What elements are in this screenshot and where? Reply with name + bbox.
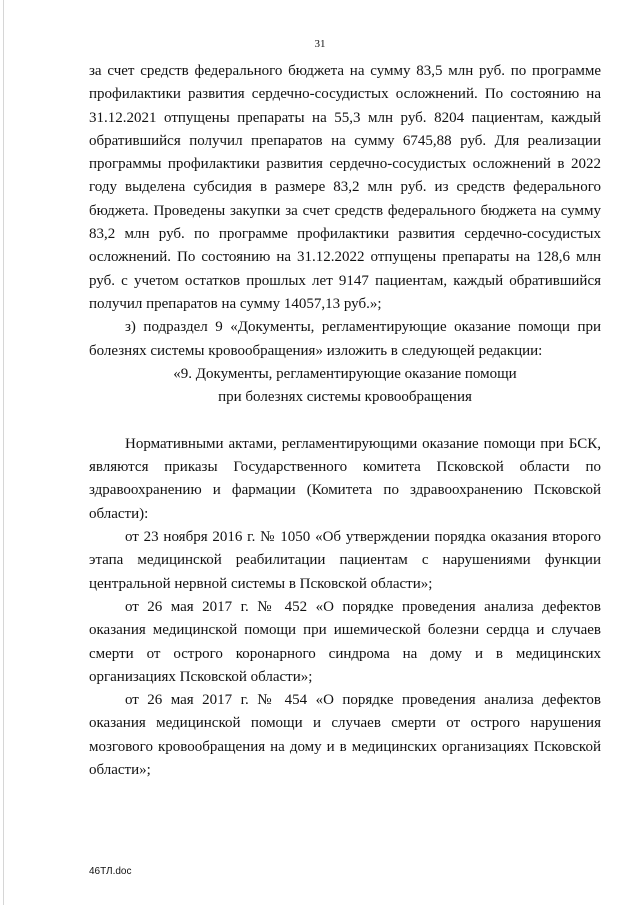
document-body: [89, 60, 601, 782]
scan-edge: [3, 0, 4, 905]
paragraph-order-452: от 26 мая 2017 г. № 452 «О порядке проведения анализа дефектов оказания медицинской помощи при ишемической болезни сердца и случаев смерти от острого коронарного синдрома на дому и в медицинских организациях Псковской области»;: [89, 598, 601, 685]
paragraph-normative-acts: Нормативными актами, регламентирующими оказание помощи при БСК, являются приказы Государственного комитета Псковской области по здравоохранению и фармации (Комитета по здравоохранению Псковской области):: [89, 435, 601, 522]
paragraph-order-454: от 26 мая 2017 г. № 454 «О порядке проведения анализа дефектов оказания медицинской помощи и случаев смерти от острого нарушения мозгового кровообращения на дому и в медицинских организациях Псковской области»;: [89, 692, 601, 779]
paragraph-subsection-9: з) подраздел 9 «Документы, регламентирующие оказание помощи при болезнях системы кровообращения» изложить в следующей редакции:: [89, 319, 601, 359]
heading-line-2: при болезнях системы кровообращения: [218, 389, 472, 406]
blank-line: [89, 410, 601, 433]
footer-filename: 46ТЛ.doc: [89, 866, 132, 877]
section-heading: [89, 363, 601, 410]
paragraph-order-1050: от 23 ноября 2016 г. № 1050 «Об утверждении порядка оказания второго этапа медицинской реабилитации пациентам с нарушениями функции центральной нервной системы в Псковской области»;: [89, 529, 601, 592]
heading-line-1: «9. Документы, регламентирующие оказание помощи: [173, 365, 517, 382]
paragraph-funding: за счет средств федерального бюджета на сумму 83,5 млн руб. по программе профилактики развития сердечно-сосудистых осложнений. По состоянию на 31.12.2021 отпущены препараты на 55,3 млн руб. 8204 пациентам, каждый обратившийся получил препаратов на сумму 6745,88 руб. Для реализации программы профилактики развития сердечно-сосудистых осложнений в 2022 году выделена субсидия в размере 83,2 млн руб. из средств федерального бюджета. Проведены закупки за счет средств федерального бюджета на сумму 83,2 млн руб. по программе профилактики развития сердечно-сосудистых осложнений. По состоянию на 31.12.2022 отпущены препараты на 128,6 млн руб. с учетом остатков прошлых лет 9147 пациентам, каждый обратившийся получил препаратов на сумму 14057,13 руб.»;: [89, 63, 601, 312]
page-number: 31: [314, 38, 326, 50]
